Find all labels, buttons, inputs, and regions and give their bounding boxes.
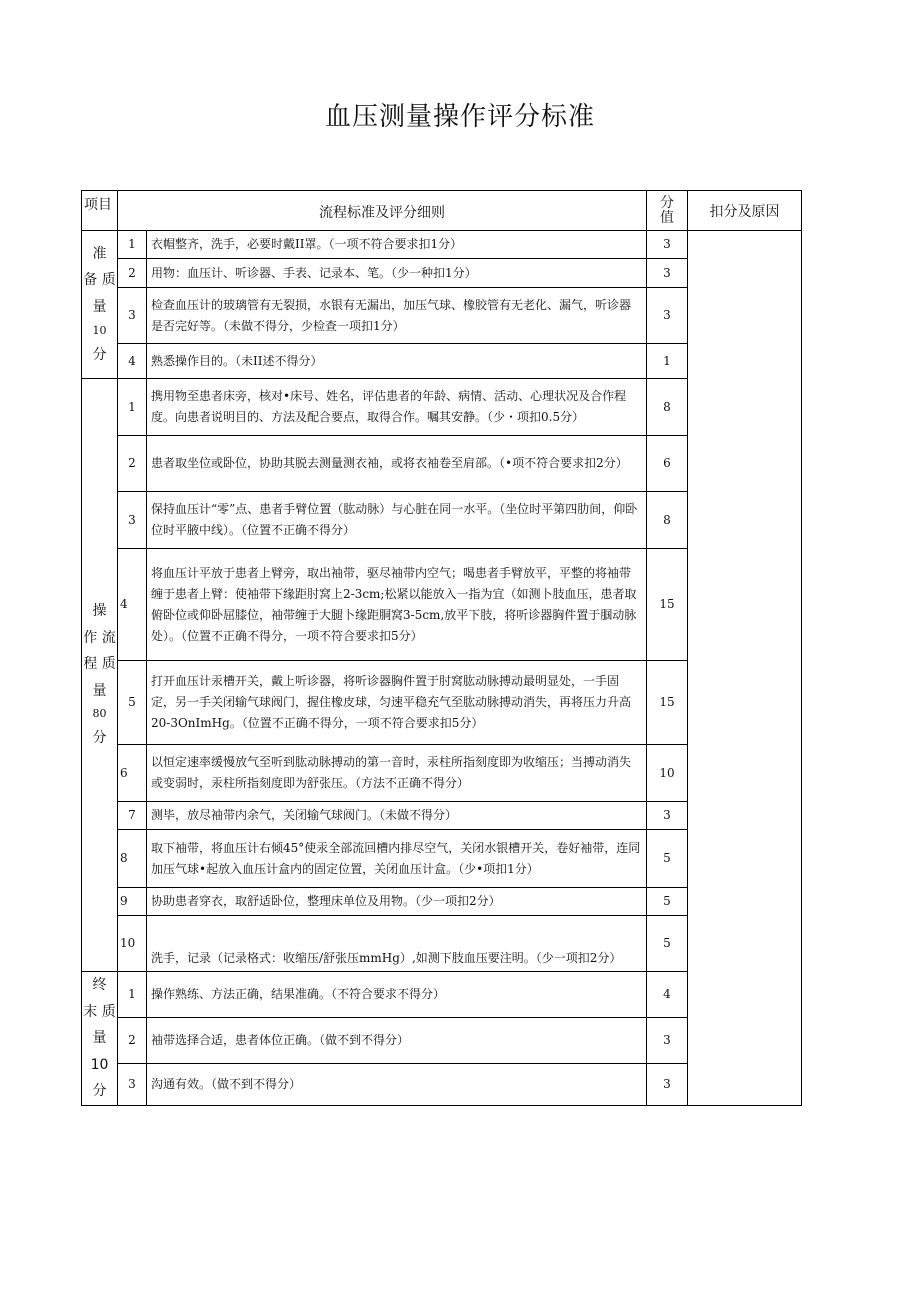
section-label-final (82, 972, 118, 1106)
header-score (647, 191, 688, 231)
table-header-row (82, 191, 802, 231)
row-number: 4 (118, 549, 147, 661)
row-number: 1 (118, 379, 147, 436)
section-label-line: 分 (92, 1083, 107, 1100)
row-number: 2 (118, 1018, 147, 1064)
row-criteria: 用物：血压计、听诊器、手表、记录本、笔。（少一种扣1分） (147, 259, 647, 288)
row-number: 3 (118, 288, 147, 344)
section-label-line: 操 (92, 603, 107, 620)
row-criteria: 衣帽整齐，洗手，必要时戴II罩。（一项不符合要求扣1分） (147, 231, 647, 259)
row-score: 3 (647, 1064, 688, 1106)
row-number: 5 (118, 661, 147, 745)
row-criteria: 携用物至患者床旁，核对•床号、姓名，评估患者的年龄、病情、活动、心理状况及合作程度。向患者说明目的、方法及配合要点，取得合作。嘱其安静。（少・项扣0.5分） (147, 379, 647, 436)
row-criteria: 取下袖带，将血压计右倾45°使汞全部流回槽内排尽空气，关闭水银槽开关，卷好袖带，连同加压气球•起放入血压计盒内的固定位置，关闭血压计盒。（少•项扣1分） (147, 830, 647, 888)
section-label-line: 分 (92, 730, 107, 747)
row-number: 3 (118, 1064, 147, 1106)
row-criteria: 打开血压计汞槽开关，戴上听诊器，将听诊器胸件置于肘窝肱动脉搏动最明显处，一手固定，另一手关闭输气球阀门，握住橡皮球，匀速平稳充气至肱动脉搏动消失，再将压力升高20-3OnImHg。（位置不正确不得分，一项不符合要求扣5分） (147, 661, 647, 745)
section-label-line: 程 质 (83, 656, 116, 673)
row-score: 6 (647, 436, 688, 492)
row-score: 5 (647, 916, 688, 972)
row-number: 6 (118, 745, 147, 802)
row-score: 10 (647, 745, 688, 802)
section-label-line: 准 (92, 245, 107, 262)
row-score: 15 (647, 661, 688, 745)
row-score: 3 (647, 231, 688, 259)
row-score: 8 (647, 492, 688, 549)
row-score: 3 (647, 802, 688, 830)
header-score-line1: 分 (660, 194, 674, 211)
deduction-cell[interactable] (688, 231, 802, 1106)
row-number: 3 (118, 492, 147, 549)
header-item: 项目 (82, 191, 118, 231)
row-criteria: 将血压计平放于患者上臂旁，取出袖带，驱尽袖带内空气；喝患者手臂放平，平整的将袖带缠于患者上臂：使袖带下缘距肘窝上2-3cm;松紧以能放入一指为宜（如测卜肢血压，患者取俯卧位或仰卧屈膝位，袖带缠于大腿卜缘距胴窝3-5cm,放平下肢，将听诊器胸件置于腘动脉处）。（位置不正确不得分，一项不符合要求扣5分） (147, 549, 647, 661)
row-criteria: 洗手，记录（记录格式：收缩压/舒张压mmHg）,如测下肢血压要注明。（少一项扣2分） (147, 916, 647, 972)
section-label-line: 量 (92, 682, 107, 699)
scoring-table (81, 190, 802, 1106)
row-criteria: 以恒定速率缓慢放气至听到肱动脉搏动的第一音时，汞柱所指刻度即为收缩压；当搏动消失或变弱时，汞柱所指刻度即为舒张压。（方法不正确不得分） (147, 745, 647, 802)
section-label-line: 末 质 (83, 1003, 116, 1020)
row-score: 3 (647, 1018, 688, 1064)
row-criteria: 检查血压计的玻璃管有无裂损，水银有无漏出，加压气球、橡胶管有无老化、漏气，听诊器是否完好等。（未做不得分，少检查一项扣1分） (147, 288, 647, 344)
section-label-prep (82, 231, 118, 379)
row-score: 15 (647, 549, 688, 661)
table-row (82, 231, 802, 259)
row-criteria: 协助患者穿衣，取舒适卧位，整理床单位及用物。（少一项扣2分） (147, 888, 647, 916)
row-score: 3 (647, 288, 688, 344)
row-number: 1 (118, 231, 147, 259)
row-criteria: 操作熟练、方法正确，结果准确。（不符合要求不得分） (147, 972, 647, 1018)
header-deduction: 扣分及原因 (688, 191, 802, 231)
row-score: 5 (647, 888, 688, 916)
header-score-line2: 值 (660, 209, 674, 226)
row-criteria: 沟通有效。（做不到不得分） (147, 1064, 647, 1106)
section-label-line: 备 质 (83, 272, 116, 289)
row-number: 7 (118, 802, 147, 830)
section-label-line: 量 (92, 299, 107, 316)
page-title: 血压测量操作评分标准 (324, 102, 595, 132)
row-score: 8 (647, 379, 688, 436)
row-criteria: 患者取坐位或卧位，协助其脱去测量测衣袖，或将衣袖卷至肩部。（•项不符合要求扣2分） (147, 436, 647, 492)
section-label-line: 分 (92, 346, 107, 363)
row-number: 2 (118, 259, 147, 288)
row-score: 5 (647, 830, 688, 888)
section-label-line: 终 (92, 977, 107, 993)
row-number: 9 (118, 888, 147, 916)
section-label-operation (82, 379, 118, 972)
row-number: 1 (118, 972, 147, 1018)
header-flow: 流程标准及评分细则 (118, 191, 647, 231)
row-criteria: 袖带选择合适，患者体位正确。（做不到不得分） (147, 1018, 647, 1064)
section-label-line: 作 流 (83, 629, 116, 646)
row-number: 10 (118, 916, 147, 972)
row-number: 4 (118, 344, 147, 379)
row-criteria: 熟悉操作目的。（未II述不得分） (147, 344, 647, 379)
row-criteria: 保持血压计“零”点、患者手臂位置（肱动脉）与心脏在同一水平。（坐位时平第四肋间，仰卧位时平腋中线）。（位置不正确不得分） (147, 492, 647, 549)
section-label-line: 80 (92, 707, 107, 721)
row-score: 4 (647, 972, 688, 1018)
row-number: 2 (118, 436, 147, 492)
section-label-line: 量 10 (90, 1030, 109, 1073)
row-score: 1 (647, 344, 688, 379)
row-number: 8 (118, 830, 147, 888)
row-criteria: 测毕，放尽袖带内余气，关闭输气球阀门。（未做不得分） (147, 802, 647, 830)
row-score: 3 (647, 259, 688, 288)
section-label-line: 10 (92, 323, 107, 337)
